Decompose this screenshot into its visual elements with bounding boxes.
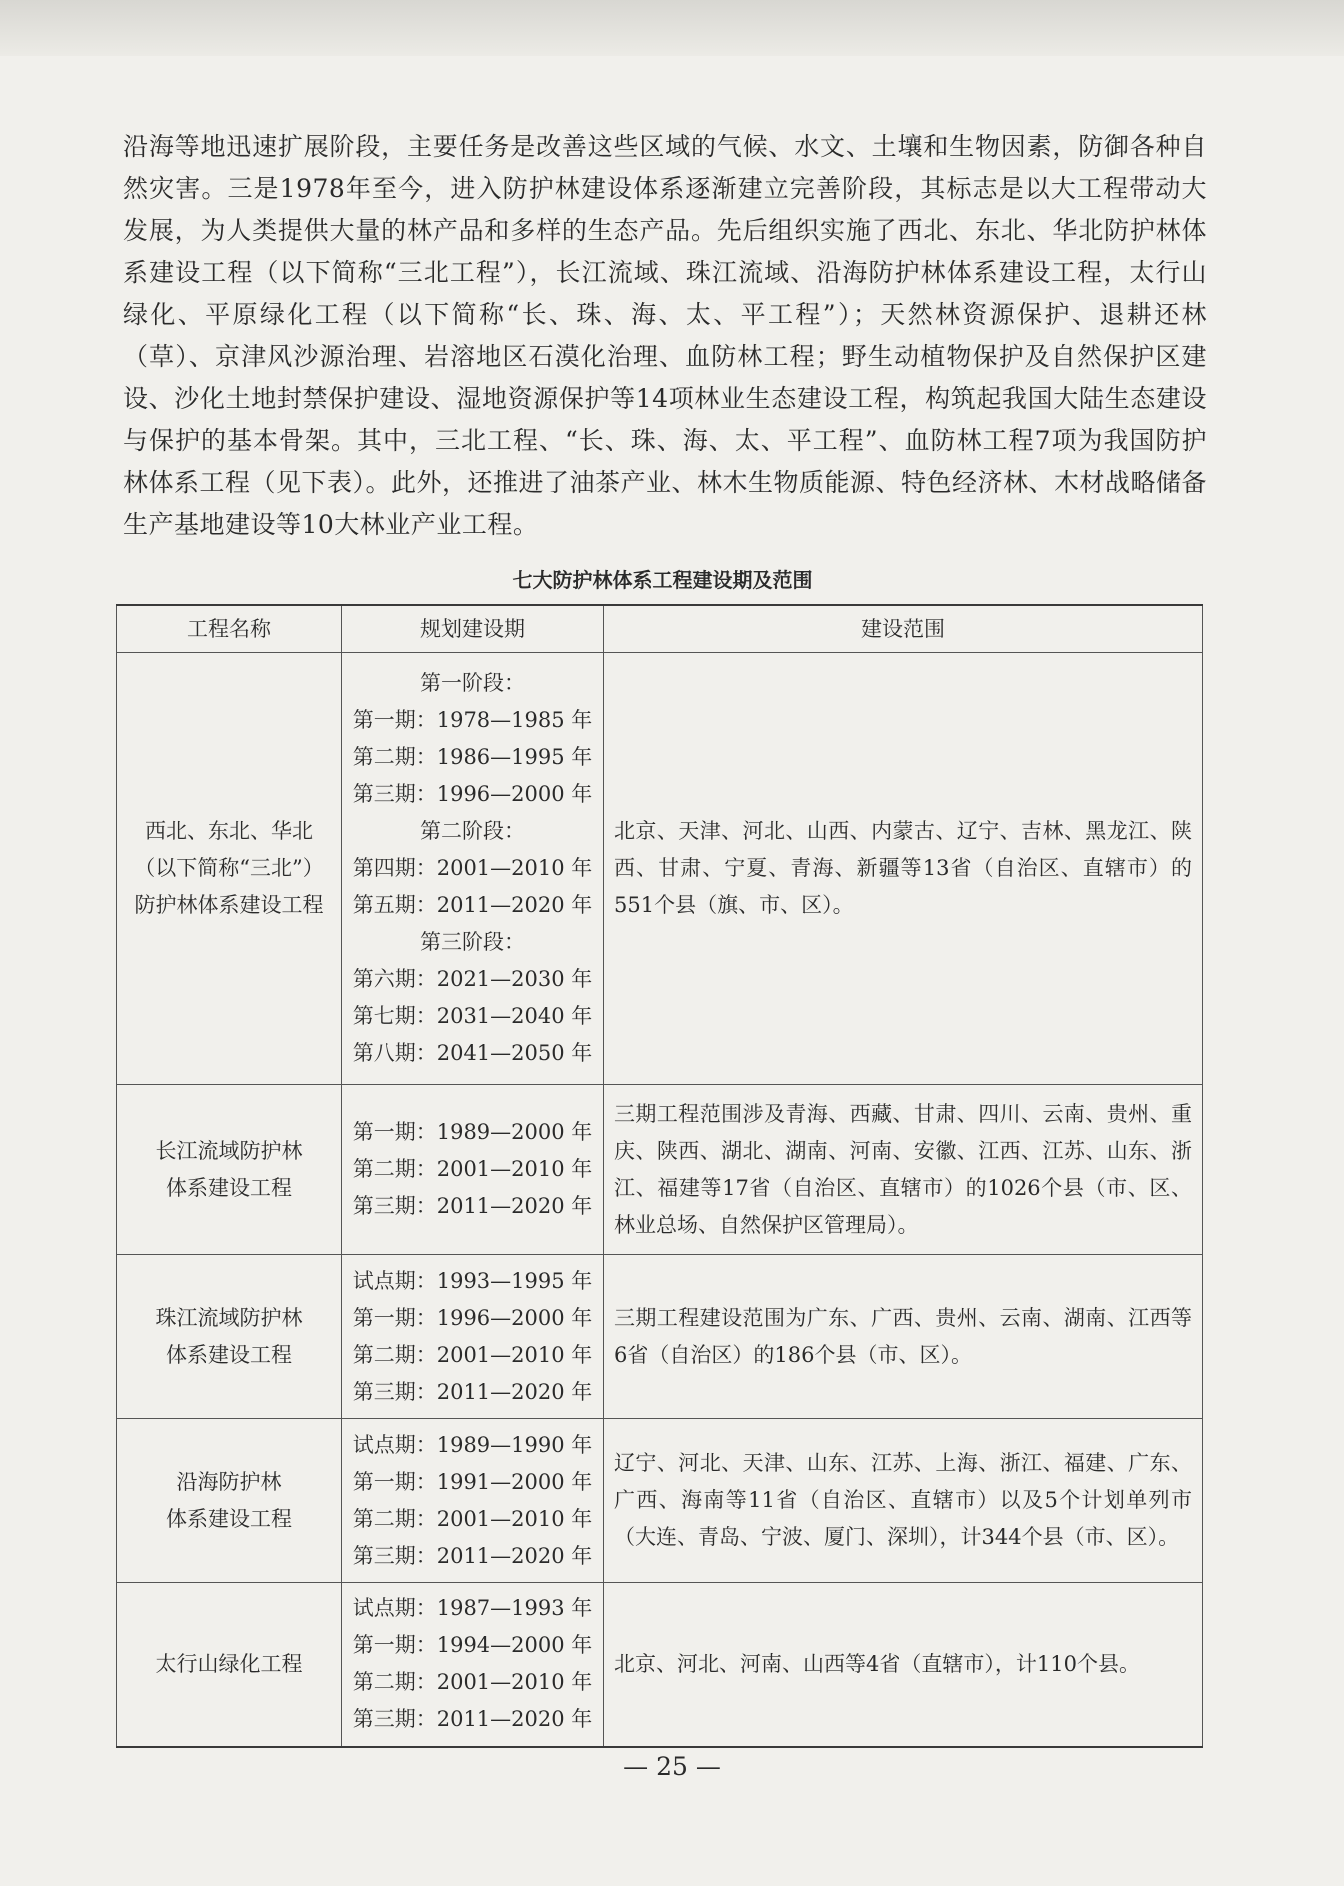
scope-cell: 三期工程建设范围为广东、广西、贵州、云南、湖南、江西等6省（自治区）的186个县（市、区）。 [604,1255,1203,1419]
period-line: 第二阶段： [420,819,525,843]
scope-cell: 北京、天津、河北、山西、内蒙古、辽宁、吉林、黑龙江、陕西、甘肃、宁夏、青海、新疆等13省（自治区、直辖市）的551个县（旗、市、区）。 [604,653,1203,1085]
scope-cell: 北京、河北、河南、山西等4省（直辖市），计110个县。 [604,1583,1203,1747]
project-name-cell [117,1255,342,1419]
period-line: 第二期：2001—2010 年 [352,1342,593,1367]
period-line: 第二期：2001—2010 年 [352,1506,593,1531]
period-line: 第七期：2031—2040 年 [352,1004,593,1028]
body-text [123,126,1207,546]
period-line: 第五期：2011—2020 年 [352,893,593,917]
project-name-cell [117,1419,342,1583]
period-cell [342,653,604,1085]
page-number: — 25 — [623,1752,721,1781]
period-line: 第二期：2001—2010 年 [352,1670,593,1695]
project-name-line: 西北、东北、华北 [145,819,313,843]
table-row [117,1085,1203,1255]
period-line: 第三期：1996—2000 年 [352,782,593,806]
project-name-line: 珠江流域防护林 [155,1305,303,1330]
table-row [117,653,1203,1085]
period-line: 试点期：1989—1990 年 [352,1432,593,1457]
project-name-cell [117,1085,342,1255]
header-scope: 建设范围 [604,605,1203,653]
period-line: 第三期：2011—2020 年 [352,1543,593,1568]
scope-cell: 辽宁、河北、天津、山东、江苏、上海、浙江、福建、广东、广西、海南等11省（自治区、直辖市）以及5个计划单列市（大连、青岛、宁波、厦门、深圳），计344个县（市、区）。 [604,1419,1203,1583]
period-cell [342,1583,604,1747]
table-row [117,1583,1203,1747]
project-name-cell [117,1583,342,1747]
period-line: 第二期：1986—1995 年 [352,745,593,769]
project-name-line: 体系建设工程 [166,1342,292,1367]
project-name-line: 太行山绿化工程 [155,1651,303,1676]
project-name-line: 体系建设工程 [166,1175,292,1200]
period-line: 第三期：2011—2020 年 [352,1379,593,1404]
period-line: 第一期：1978—1985 年 [352,708,593,732]
period-cell [342,1255,604,1419]
period-line: 第三期：2011—2020 年 [352,1707,593,1732]
period-line: 第一期：1994—2000 年 [352,1633,593,1658]
project-name-line: 防护林体系建设工程 [134,893,324,917]
project-name-line: 沿海防护林 [176,1469,282,1494]
table-row [117,1255,1203,1419]
period-line: 第三期：2011—2020 年 [352,1194,593,1218]
period-line: 试点期：1987—1993 年 [352,1596,593,1621]
period-line: 第三阶段： [420,930,525,954]
project-name-cell [117,653,342,1085]
period-line: 第二期：2001—2010 年 [352,1157,593,1181]
project-name-line: 长江流域防护林 [155,1138,303,1163]
period-cell [342,1085,604,1255]
scope-cell: 三期工程范围涉及青海、西藏、甘肃、四川、云南、贵州、重庆、陕西、湖北、湖南、河南、安徽、江西、江苏、山东、浙江、福建等17省（自治区、直辖市）的1026个县（市、区、林业总场、自然保护区管理局）。 [604,1085,1203,1255]
binding-edge-shadow [0,0,1344,56]
period-line: 试点期：1993—1995 年 [352,1268,593,1293]
period-line: 第六期：2021—2030 年 [352,967,593,991]
header-project-name: 工程名称 [117,605,342,653]
period-line: 第一期：1996—2000 年 [352,1305,593,1330]
body-paragraph: 沿海等地迅速扩展阶段，主要任务是改善这些区域的气候、水文、土壤和生物因素，防御各种自然灾害。三是1978年至今，进入防护林建设体系逐渐建立完善阶段，其标志是以大工程带动大发展，为人类提供大量的林产品和多样的生态产品。先后组织实施了西北、东北、华北防护林体系建设工程（以下简称“三北工程”），长江流域、珠江流域、沿海防护林体系建设工程，太行山绿化、平原绿化工程（以下简称“长、珠、海、太、平工程”）；天然林资源保护、退耕还林（草）、京津风沙源治理、岩溶地区石漠化治理、血防林工程；野生动植物保护及自然保护区建设、沙化土地封禁保护建设、湿地资源保护等14项林业生态建设工程，构筑起我国大陆生态建设与保护的基本骨架。其中，三北工程、“长、珠、海、太、平工程”、血防林工程7项为我国防护林体系工程（见下表）。此外，还推进了油茶产业、林木生物质能源、特色经济林、木材战略储备生产基地建设等10大林业产业工程。 [123,132,1208,539]
period-cell [342,1419,604,1583]
table-header-row [117,605,1203,653]
period-line: 第一阶段： [420,671,525,695]
table-row [117,1419,1203,1583]
header-planned-period: 规划建设期 [342,605,604,653]
project-name-line: （以下简称“三北”） [134,856,324,880]
period-line: 第八期：2041—2050 年 [352,1041,593,1065]
period-line: 第一期：1991—2000 年 [352,1469,593,1494]
period-line: 第一期：1989—2000 年 [352,1120,593,1144]
period-line: 第四期：2001—2010 年 [352,856,593,880]
table-title: 七大防护林体系工程建设期及范围 [512,568,813,592]
projects-table [116,604,1203,1748]
project-name-line: 体系建设工程 [166,1506,292,1531]
